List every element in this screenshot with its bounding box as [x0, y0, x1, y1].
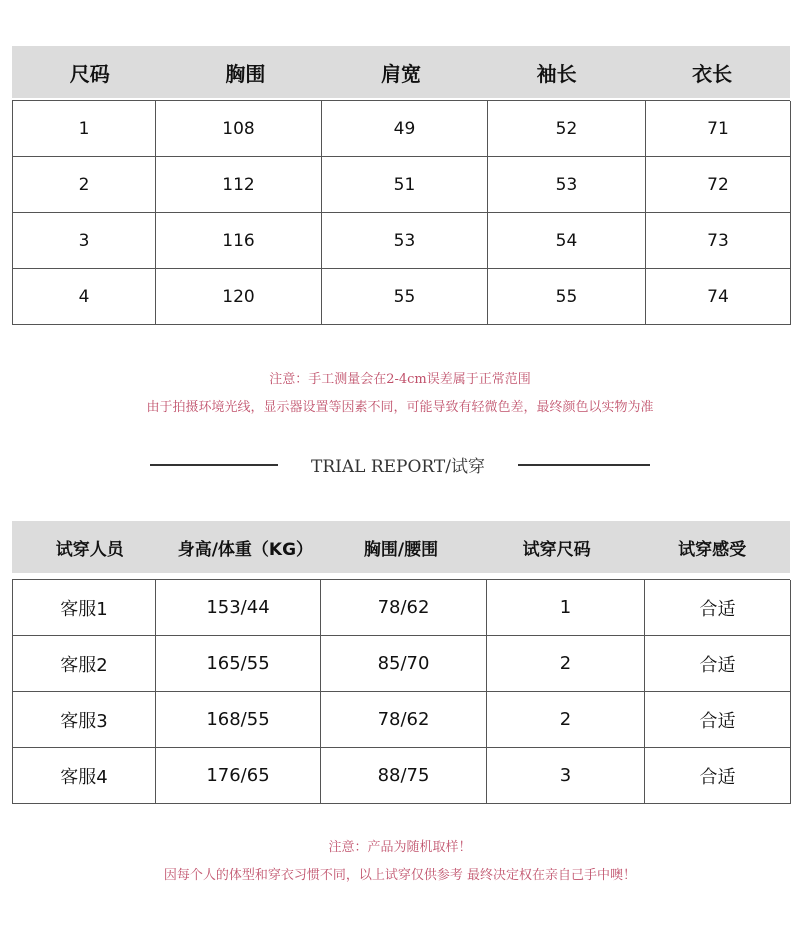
header-size: 尺码 — [69, 61, 110, 86]
table-cell: 55 — [322, 269, 488, 325]
table-cell: 78/62 — [321, 580, 487, 636]
table-cell: 55 — [488, 269, 646, 325]
table-cell: 2 — [487, 636, 645, 692]
table-cell: 78/62 — [321, 692, 487, 748]
table-cell: 客服2 — [13, 636, 156, 692]
table-cell: 合适 — [645, 692, 791, 748]
header-trial-size: 试穿尺码 — [522, 539, 591, 560]
header-chest: 胸围 — [225, 61, 266, 86]
color-note: 由于拍摄环境光线，显示器设置等因素不同，可能导致有轻微色差，最终颜色以实物为准 — [146, 400, 654, 415]
table-cell: 72 — [646, 157, 791, 213]
table-cell: 120 — [156, 269, 322, 325]
table-cell: 51 — [322, 157, 488, 213]
header-chest-waist: 胸围/腰围 — [363, 539, 439, 560]
reference-note: 因每个人的体型和穿衣习惯不同，以上试穿仅供参考 最终决定权在亲自己手中噢！ — [163, 868, 637, 883]
table-cell: 客服4 — [13, 748, 156, 804]
trial-report-label: TRIAL REPORT/试穿 — [311, 457, 485, 477]
table-cell: 112 — [156, 157, 322, 213]
table-cell: 176/65 — [156, 748, 321, 804]
trial-table — [12, 521, 790, 804]
header-tester: 试穿人员 — [55, 539, 124, 560]
header-height-weight: 身高/体重（KG） — [177, 539, 314, 560]
table-cell: 74 — [646, 269, 791, 325]
table-cell: 88/75 — [321, 748, 487, 804]
table-cell: 85/70 — [321, 636, 487, 692]
sample-note: 注意：产品为随机取样！ — [328, 840, 472, 855]
table-cell: 1 — [13, 101, 156, 157]
size-table — [12, 46, 790, 325]
table-cell: 3 — [13, 213, 156, 269]
header-sleeve: 袖长 — [536, 61, 577, 86]
table-cell: 52 — [488, 101, 646, 157]
table-cell: 合适 — [645, 748, 791, 804]
header-length: 衣长 — [692, 61, 733, 86]
table-cell: 153/44 — [156, 580, 321, 636]
table-cell: 168/55 — [156, 692, 321, 748]
table-cell: 71 — [646, 101, 791, 157]
table-cell: 合适 — [645, 580, 791, 636]
table-cell: 4 — [13, 269, 156, 325]
header-feeling: 试穿感受 — [678, 539, 747, 560]
table-cell: 49 — [322, 101, 488, 157]
table-cell: 1 — [487, 580, 645, 636]
table-cell: 73 — [646, 213, 791, 269]
measurement-note: 注意：手工测量会在2-4cm误差属于正常范围 — [269, 372, 531, 387]
header-shoulder: 肩宽 — [380, 61, 421, 86]
table-cell: 165/55 — [156, 636, 321, 692]
table-cell: 116 — [156, 213, 322, 269]
trial-table-header — [12, 521, 790, 573]
divider-left — [150, 464, 278, 466]
table-cell: 54 — [488, 213, 646, 269]
table-cell: 3 — [487, 748, 645, 804]
divider-right — [518, 464, 650, 466]
table-cell: 客服3 — [13, 692, 156, 748]
table-cell: 108 — [156, 101, 322, 157]
size-table-body — [12, 100, 790, 325]
table-cell: 客服1 — [13, 580, 156, 636]
trial-table-body — [12, 579, 790, 804]
table-cell: 2 — [487, 692, 645, 748]
trial-report-title — [0, 452, 800, 476]
size-table-header — [12, 46, 790, 98]
table-cell: 53 — [322, 213, 488, 269]
table-cell: 2 — [13, 157, 156, 213]
table-cell: 合适 — [645, 636, 791, 692]
table-cell: 53 — [488, 157, 646, 213]
